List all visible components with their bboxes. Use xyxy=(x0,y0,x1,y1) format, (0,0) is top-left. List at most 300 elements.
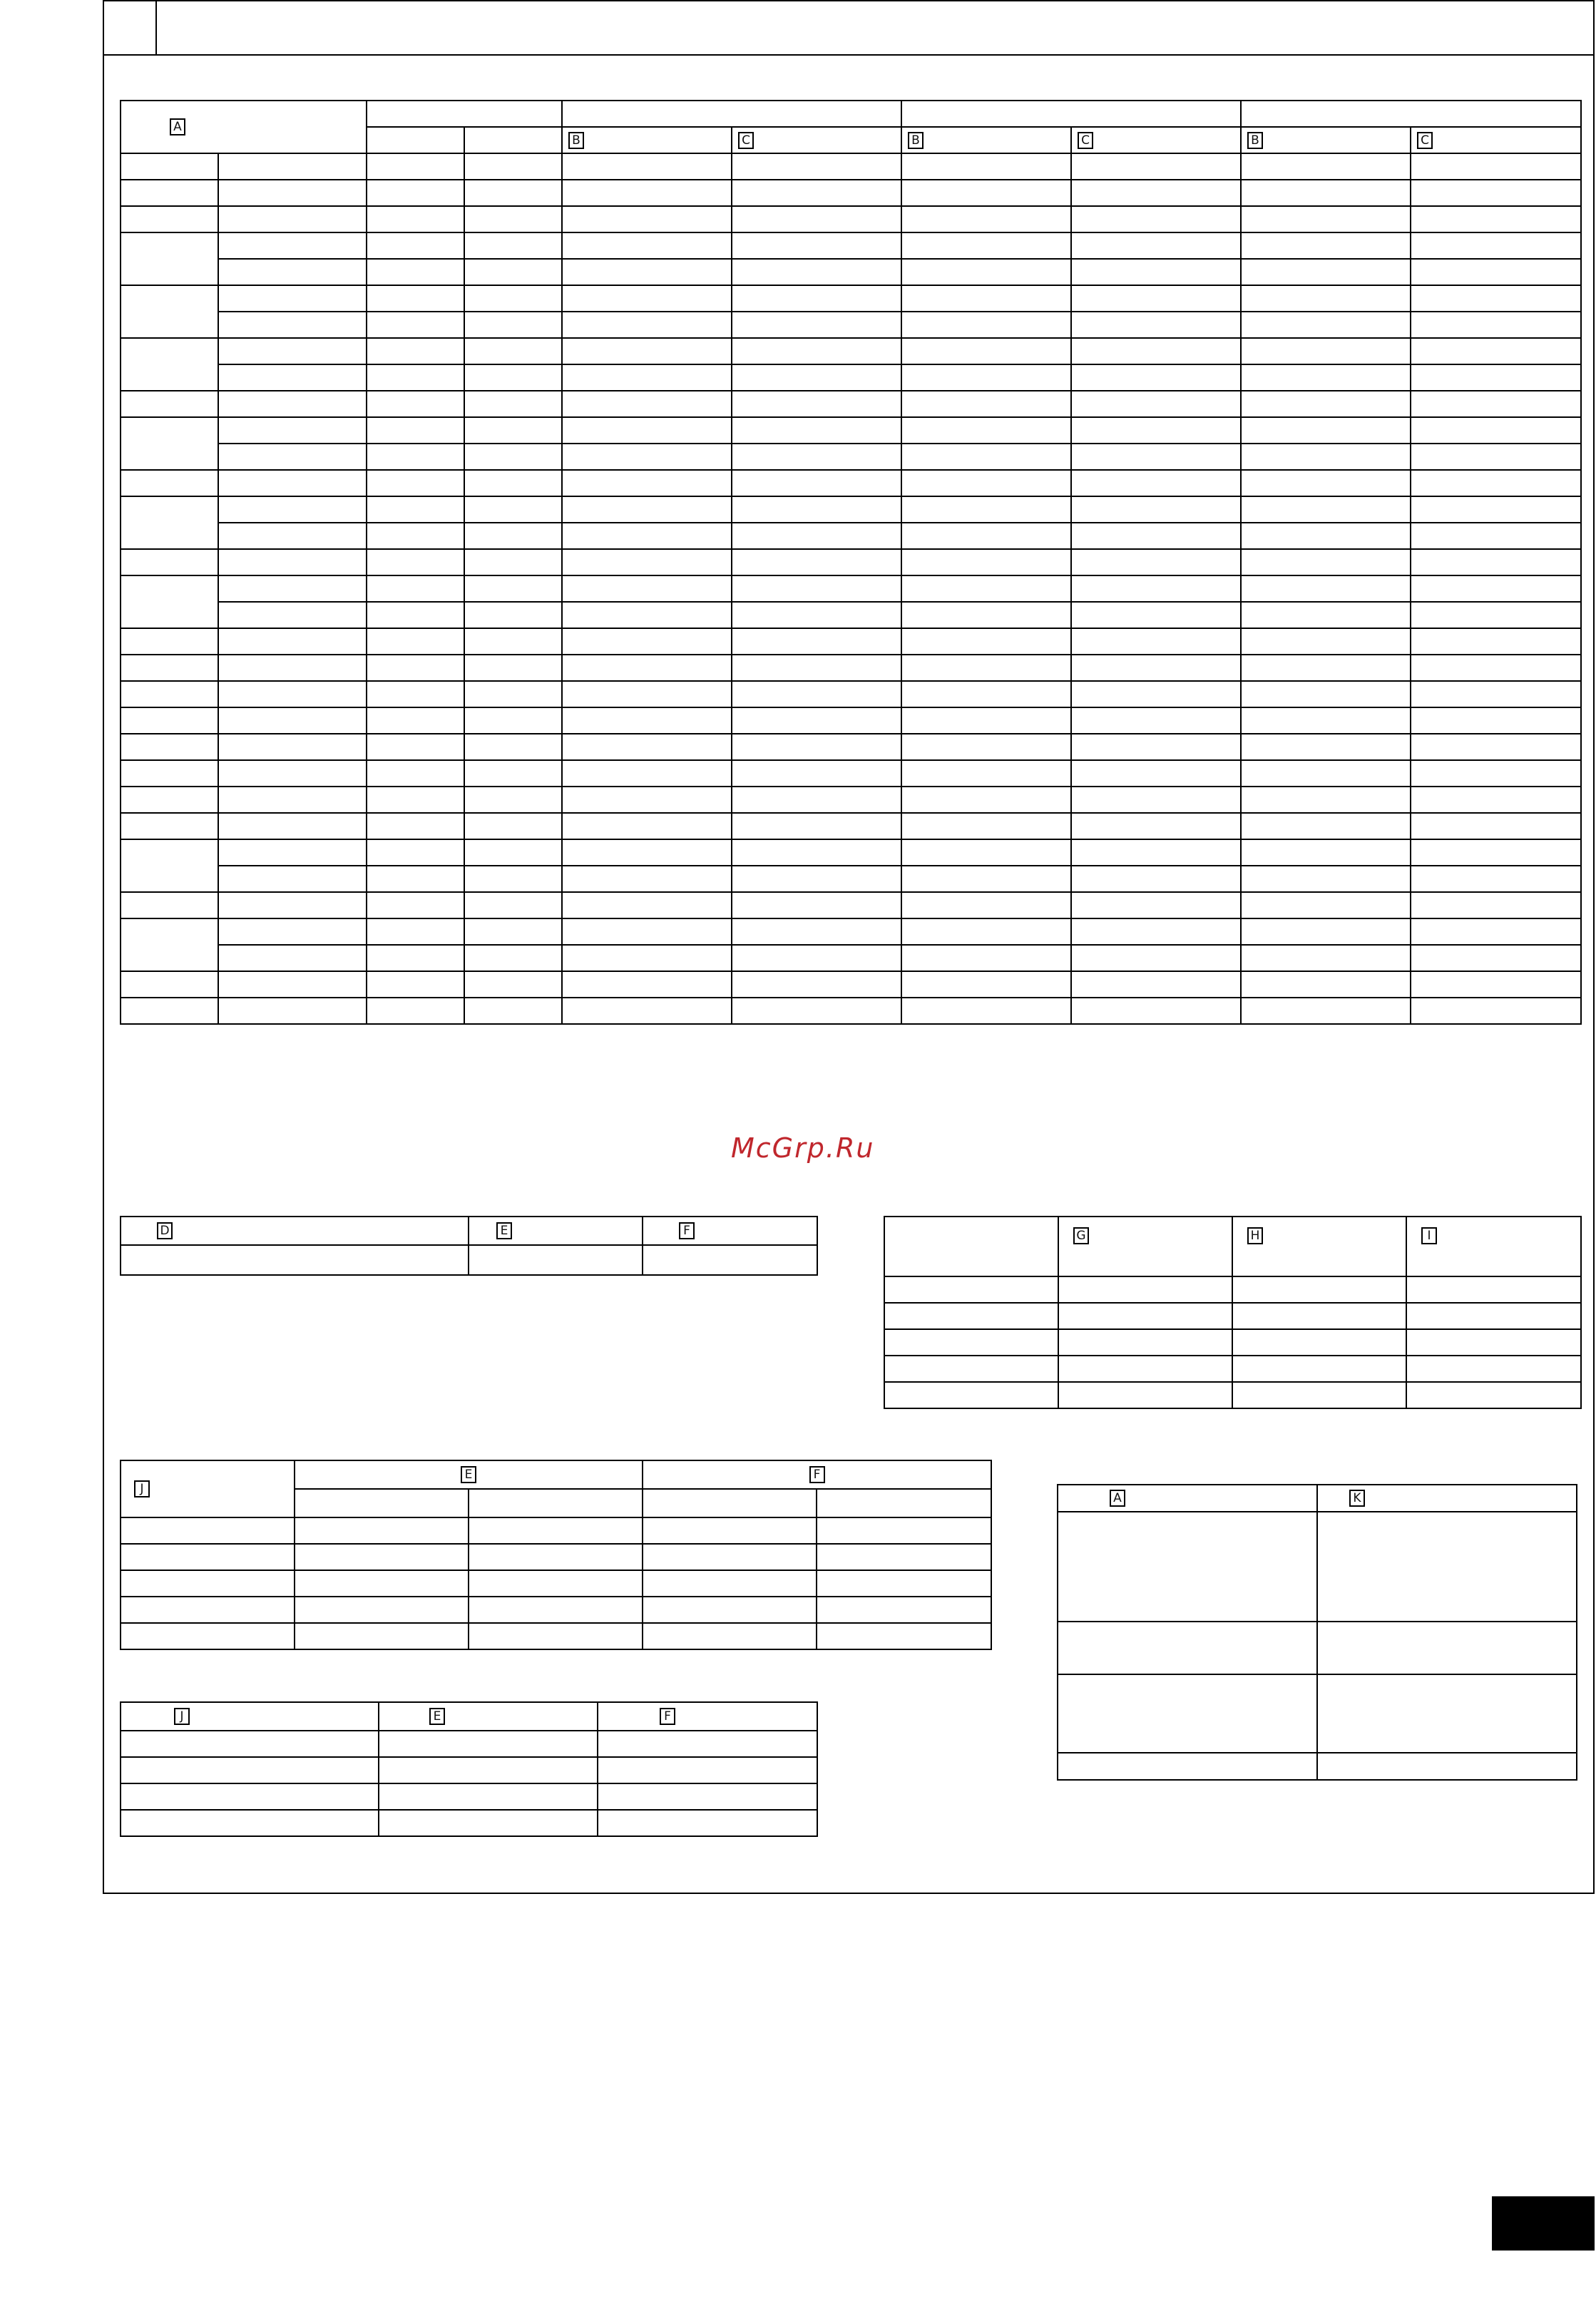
table-cell xyxy=(218,787,367,813)
table-cell-group xyxy=(121,391,218,417)
table-cell xyxy=(464,998,562,1024)
table-cell xyxy=(562,971,732,998)
table-cell xyxy=(817,1623,991,1649)
table-cell xyxy=(732,945,901,971)
table-cell xyxy=(901,444,1071,470)
table-row xyxy=(121,998,1581,1024)
table-cell xyxy=(218,312,367,338)
table-cell xyxy=(732,180,901,206)
table-cell xyxy=(1071,760,1241,787)
table-cell xyxy=(643,1623,817,1649)
table-cell-group xyxy=(121,734,218,760)
label-tag-d: D xyxy=(157,1222,173,1239)
table-cell xyxy=(295,1623,469,1649)
table-cell xyxy=(464,206,562,232)
table-cell xyxy=(1411,523,1581,549)
label-tag-k: K xyxy=(1349,1490,1365,1507)
table-cell xyxy=(732,787,901,813)
table-cell xyxy=(1241,760,1411,787)
table-cell xyxy=(218,918,367,945)
table-cell xyxy=(1411,839,1581,866)
table-row xyxy=(884,1276,1581,1303)
table-cell xyxy=(817,1597,991,1623)
table-cell xyxy=(218,681,367,707)
table-cell xyxy=(367,496,464,523)
table-cell xyxy=(732,364,901,391)
table-cell xyxy=(1411,232,1581,259)
table-cell xyxy=(1058,1674,1317,1753)
table-cell xyxy=(598,1757,817,1783)
table-cell xyxy=(1411,285,1581,312)
table-cell xyxy=(367,628,464,655)
table-cell xyxy=(1411,312,1581,338)
table-cell xyxy=(901,575,1071,602)
table-cell xyxy=(218,998,367,1024)
table-cell xyxy=(367,470,464,496)
table-row xyxy=(121,734,1581,760)
table-cell xyxy=(469,1544,643,1570)
table-cell xyxy=(464,655,562,681)
table-cell xyxy=(218,523,367,549)
table-cell xyxy=(367,232,464,259)
table-cell xyxy=(1406,1382,1581,1408)
table-cell xyxy=(367,760,464,787)
table-cell xyxy=(295,1544,469,1570)
table-row xyxy=(121,707,1581,734)
table-cell xyxy=(464,391,562,417)
table-row xyxy=(121,1731,817,1757)
table-cell xyxy=(732,153,901,180)
table-cell xyxy=(1411,681,1581,707)
table-cell xyxy=(464,892,562,918)
label-tag-j: J xyxy=(134,1480,150,1497)
table-cell xyxy=(732,338,901,364)
table-row xyxy=(121,945,1581,971)
table-cell xyxy=(732,681,901,707)
table-cell xyxy=(1071,998,1241,1024)
table-cell xyxy=(817,1544,991,1570)
table-cell xyxy=(1411,496,1581,523)
table-cell xyxy=(1058,1622,1317,1674)
table-cell xyxy=(464,945,562,971)
table-cell-group xyxy=(121,338,218,391)
table-cell xyxy=(901,523,1071,549)
table-cell xyxy=(464,444,562,470)
table-row xyxy=(121,575,1581,602)
table-cell xyxy=(1406,1276,1581,1303)
table-cell xyxy=(901,839,1071,866)
table-cell xyxy=(562,918,732,945)
table-cell xyxy=(367,707,464,734)
table-cell xyxy=(732,866,901,892)
table-cell xyxy=(643,1570,817,1597)
table-cell-group xyxy=(121,285,218,338)
table-cell xyxy=(1241,971,1411,998)
header-cell-h xyxy=(1232,1217,1406,1276)
table-cell xyxy=(1071,707,1241,734)
table-cell xyxy=(1406,1356,1581,1382)
table-cell xyxy=(464,628,562,655)
table-row xyxy=(121,1597,991,1623)
header-sub-cell xyxy=(469,1489,643,1517)
table-cell xyxy=(464,787,562,813)
table-cell xyxy=(562,444,732,470)
table-cell xyxy=(1317,1512,1577,1622)
table-cell xyxy=(1058,1329,1232,1356)
table-cell xyxy=(464,971,562,998)
header-cell-i xyxy=(1406,1217,1581,1276)
table-cell xyxy=(1241,839,1411,866)
table-cell xyxy=(562,998,732,1024)
page-number-tab xyxy=(1492,2196,1595,2251)
table-row xyxy=(121,971,1581,998)
table-cell-group xyxy=(121,839,218,892)
table-cell xyxy=(1411,734,1581,760)
table-cell xyxy=(1411,707,1581,734)
table-cell xyxy=(1411,153,1581,180)
table-cell xyxy=(1071,734,1241,760)
table-cell xyxy=(367,734,464,760)
table-cell-group xyxy=(121,628,218,655)
table-cell-group xyxy=(121,707,218,734)
table-cell-group xyxy=(121,787,218,813)
table-cell xyxy=(1411,470,1581,496)
main-spec-table xyxy=(120,100,1582,1025)
label-tag-f: F xyxy=(660,1708,675,1725)
table-cell xyxy=(1071,285,1241,312)
table-cell xyxy=(884,1276,1058,1303)
header-cell-j xyxy=(121,1460,295,1517)
table-cell xyxy=(1058,1356,1232,1382)
table-cell xyxy=(1071,391,1241,417)
table-cell xyxy=(1071,971,1241,998)
table-cell xyxy=(1232,1276,1406,1303)
table-cell xyxy=(464,549,562,575)
table-cell xyxy=(218,760,367,787)
table-cell xyxy=(562,681,732,707)
table-cell xyxy=(732,707,901,734)
table-cell xyxy=(1406,1303,1581,1329)
label-tag-c: C xyxy=(1078,132,1093,149)
table-cell-group xyxy=(121,918,218,971)
table-cell xyxy=(901,892,1071,918)
table-cell xyxy=(901,549,1071,575)
table-cell xyxy=(1071,918,1241,945)
table-cell xyxy=(1058,1512,1317,1622)
table-cell-group xyxy=(121,496,218,549)
table-cell xyxy=(121,1597,295,1623)
table-cell xyxy=(1241,866,1411,892)
table-cell xyxy=(1241,813,1411,839)
table-cell xyxy=(562,628,732,655)
table-cell-group xyxy=(121,892,218,918)
table-row xyxy=(121,760,1581,787)
table-cell-group xyxy=(121,549,218,575)
header-cell-g xyxy=(1058,1217,1232,1276)
table-cell xyxy=(562,655,732,681)
table-cell xyxy=(1241,470,1411,496)
table-cell xyxy=(562,496,732,523)
table-cell xyxy=(732,470,901,496)
table-row xyxy=(121,602,1581,628)
table-cell xyxy=(562,760,732,787)
table-cell xyxy=(218,285,367,312)
table-row xyxy=(121,787,1581,813)
table-cell xyxy=(464,575,562,602)
table-cell xyxy=(1411,602,1581,628)
table-cell-group xyxy=(121,971,218,998)
table-cell xyxy=(1411,417,1581,444)
table-row xyxy=(121,1517,991,1544)
table-cell xyxy=(367,839,464,866)
table-cell xyxy=(598,1731,817,1757)
table-row xyxy=(121,918,1581,945)
table-cell xyxy=(1232,1356,1406,1382)
table-cell xyxy=(562,945,732,971)
table-cell xyxy=(218,839,367,866)
table-cell xyxy=(464,180,562,206)
table-cell xyxy=(732,575,901,602)
table-row xyxy=(121,496,1581,523)
table-cell xyxy=(367,602,464,628)
table-cell xyxy=(1241,655,1411,681)
table-cell xyxy=(1241,312,1411,338)
table-cell xyxy=(732,444,901,470)
table-ghi xyxy=(884,1216,1582,1409)
table-cell xyxy=(732,391,901,417)
table-cell xyxy=(121,1783,379,1810)
table-cell xyxy=(562,734,732,760)
table-cell xyxy=(643,1245,817,1275)
table-cell xyxy=(643,1544,817,1570)
table-cell xyxy=(817,1517,991,1544)
header-group-3 xyxy=(901,101,1241,127)
table-row xyxy=(884,1356,1581,1382)
table-cell xyxy=(464,232,562,259)
label-tag-b: B xyxy=(1247,132,1263,149)
table-cell xyxy=(295,1597,469,1623)
table-cell xyxy=(1071,892,1241,918)
table-cell xyxy=(1071,444,1241,470)
header-sub-b xyxy=(1241,127,1411,153)
table-cell xyxy=(1411,628,1581,655)
table-row xyxy=(121,259,1581,285)
table-cell xyxy=(1241,734,1411,760)
table-cell xyxy=(1411,338,1581,364)
table-cell xyxy=(367,575,464,602)
table-cell xyxy=(1241,444,1411,470)
table-cell xyxy=(367,787,464,813)
table-cell xyxy=(732,549,901,575)
table-cell xyxy=(562,787,732,813)
table-cell xyxy=(562,338,732,364)
table-cell xyxy=(884,1303,1058,1329)
table-cell xyxy=(562,892,732,918)
table-cell xyxy=(1241,391,1411,417)
table-cell xyxy=(464,153,562,180)
table-cell xyxy=(218,232,367,259)
table-cell xyxy=(1071,681,1241,707)
table-cell xyxy=(469,1597,643,1623)
table-cell xyxy=(218,470,367,496)
header-cell-f xyxy=(643,1460,991,1489)
table-cell xyxy=(732,417,901,444)
table-cell xyxy=(367,338,464,364)
table-jef xyxy=(120,1460,992,1650)
label-tag-j: J xyxy=(174,1708,190,1725)
table-cell xyxy=(1071,813,1241,839)
table-cell xyxy=(367,945,464,971)
header-sub-c xyxy=(1071,127,1241,153)
table-cell xyxy=(379,1783,598,1810)
table-cell xyxy=(901,391,1071,417)
table-cell xyxy=(218,892,367,918)
table-cell xyxy=(1071,628,1241,655)
label-tag-e: E xyxy=(461,1466,476,1483)
table-cell xyxy=(732,232,901,259)
table-cell xyxy=(732,206,901,232)
table-cell xyxy=(1411,444,1581,470)
table-cell xyxy=(464,707,562,734)
table-cell xyxy=(901,285,1071,312)
label-tag-e: E xyxy=(496,1222,512,1239)
table-cell xyxy=(901,470,1071,496)
table-cell xyxy=(732,971,901,998)
header-sub-b xyxy=(562,127,732,153)
table-cell xyxy=(1241,549,1411,575)
table-cell xyxy=(732,628,901,655)
table-row xyxy=(121,1783,817,1810)
table-cell xyxy=(1411,892,1581,918)
table-cell-group xyxy=(121,470,218,496)
table-cell xyxy=(218,391,367,417)
table-cell xyxy=(469,1517,643,1544)
table-cell xyxy=(901,866,1071,892)
table-cell xyxy=(562,575,732,602)
table-row xyxy=(121,1570,991,1597)
table-cell xyxy=(1058,1753,1317,1780)
table-cell xyxy=(562,391,732,417)
header-cell-blank xyxy=(884,1217,1058,1276)
table-cell xyxy=(562,707,732,734)
table-cell xyxy=(1071,180,1241,206)
label-tag-h: H xyxy=(1247,1227,1263,1244)
header-sub-c xyxy=(732,127,901,153)
table-cell-group xyxy=(121,998,218,1024)
table-cell xyxy=(1411,787,1581,813)
table-cell xyxy=(464,259,562,285)
table-ak xyxy=(1057,1484,1577,1781)
table-row xyxy=(121,153,1581,180)
table-row xyxy=(121,839,1581,866)
table-cell xyxy=(1071,549,1241,575)
table-cell-group xyxy=(121,760,218,787)
label-tag-i: I xyxy=(1421,1227,1437,1244)
table-cell xyxy=(1241,496,1411,523)
header-cell-d xyxy=(121,1217,469,1245)
table-row xyxy=(121,417,1581,444)
table-cell xyxy=(367,918,464,945)
table-cell xyxy=(464,760,562,787)
label-tag-f: F xyxy=(679,1222,695,1239)
table-cell xyxy=(367,892,464,918)
table-row xyxy=(884,1303,1581,1329)
header-group-4 xyxy=(1241,101,1581,127)
table-cell xyxy=(464,866,562,892)
table-cell xyxy=(464,338,562,364)
table-row xyxy=(121,628,1581,655)
table-cell xyxy=(367,655,464,681)
table-cell xyxy=(1241,206,1411,232)
table-cell xyxy=(218,417,367,444)
table-cell xyxy=(732,523,901,549)
table-cell xyxy=(218,496,367,523)
table-cell xyxy=(1071,523,1241,549)
table-cell xyxy=(464,417,562,444)
label-tag-e: E xyxy=(429,1708,445,1725)
table-cell xyxy=(562,364,732,391)
table-cell xyxy=(562,153,732,180)
table-cell xyxy=(367,206,464,232)
header-cell-k xyxy=(1317,1485,1577,1512)
table-cell xyxy=(367,285,464,312)
table-cell xyxy=(732,602,901,628)
table-cell xyxy=(901,813,1071,839)
table-cell xyxy=(1411,998,1581,1024)
table-cell xyxy=(562,866,732,892)
table-cell xyxy=(1241,364,1411,391)
table-cell xyxy=(901,417,1071,444)
table-cell xyxy=(901,180,1071,206)
table-cell xyxy=(464,681,562,707)
table-cell-group xyxy=(121,655,218,681)
label-tag-a: A xyxy=(170,118,185,135)
table-cell xyxy=(643,1597,817,1623)
header-sub-cell xyxy=(817,1489,991,1517)
table-cell xyxy=(901,259,1071,285)
table-cell xyxy=(1411,866,1581,892)
table-cell xyxy=(367,813,464,839)
table-cell xyxy=(1241,945,1411,971)
table-cell xyxy=(901,734,1071,760)
table-cell xyxy=(901,153,1071,180)
table-cell xyxy=(218,206,367,232)
header-cell-f xyxy=(643,1217,817,1245)
table-cell xyxy=(464,839,562,866)
table-cell xyxy=(1071,312,1241,338)
table-cell xyxy=(884,1329,1058,1356)
table-cell xyxy=(121,1757,379,1783)
table-cell xyxy=(562,470,732,496)
label-tag-b: B xyxy=(568,132,584,149)
table-cell xyxy=(1071,153,1241,180)
table-cell xyxy=(1232,1303,1406,1329)
table-cell xyxy=(1071,232,1241,259)
table-cell xyxy=(121,1570,295,1597)
header-cell-e xyxy=(295,1460,643,1489)
table-cell xyxy=(218,628,367,655)
table-cell xyxy=(1241,523,1411,549)
table-cell xyxy=(218,655,367,681)
table-cell xyxy=(218,338,367,364)
table-cell xyxy=(367,971,464,998)
table-cell xyxy=(901,918,1071,945)
table-row xyxy=(121,892,1581,918)
table-cell xyxy=(379,1731,598,1757)
table-cell xyxy=(562,232,732,259)
header-sub-cell xyxy=(643,1489,817,1517)
table-cell xyxy=(464,813,562,839)
